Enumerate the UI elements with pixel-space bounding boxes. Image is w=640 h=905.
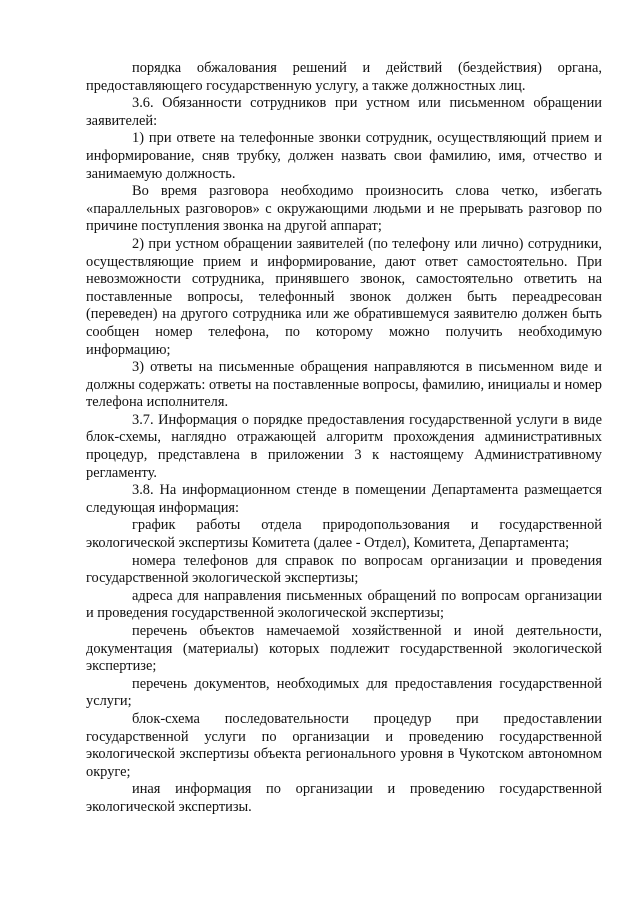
- list-item-documents-list: перечень документов, необходимых для предоставления государственной услуги;: [86, 675, 602, 710]
- paragraph-3-6-heading: 3.6. Обязанности сотрудников при устном или письменном обращении заявителей:: [86, 95, 602, 129]
- document-body: [86, 60, 602, 817]
- list-item-flowchart: блок-схема последовательности процедур при предоставлении государственной услуги по организации и проведению государственной экологической экспертизы объекта регионального уровня в Чукотском автономном округе;: [86, 710, 602, 780]
- paragraph-3-7: 3.7. Информация о порядке предоставления государственной услуги в виде блок-схемы, наглядно отражающей алгоритм прохождения административных процедур, представлена в приложении 3 к настоящему Административному регламенту.: [86, 411, 602, 481]
- list-item-other-info: иная информация по организации и проведению государственной экологической экспертизы.: [86, 781, 602, 815]
- paragraph-appeal-procedure: порядка обжалования решений и действий (бездействия) органа, предоставляющего государственную услугу, а также должностных лиц.: [86, 60, 602, 94]
- paragraph-3-6-item-2: 2) при устном обращении заявителей (по телефону или лично) сотрудники, осуществляющие прием и информирование, дают ответ самостоятельно. При невозможности сотрудника, принявшего звонок, самостоятельно ответить на поставленные вопросы, телефонный звонок должен быть переадресован (переведен) на другого сотрудника или же обратившемуся заявителю должен быть сообщен номер телефона, по которому можно получить необходимую информацию;: [86, 235, 602, 358]
- list-item-work-schedule: график работы отдела природопользования и государственной экологической экспертизы Комитета (далее - Отдел), Комитета, Департамента;: [86, 517, 602, 552]
- list-item-phone-numbers: номера телефонов для справок по вопросам организации и проведения государственной экологической экспертизы;: [86, 552, 602, 587]
- list-item-addresses: адреса для направления письменных обращений по вопросам организации и проведения государственной экологической экспертизы;: [86, 587, 602, 622]
- paragraph-3-6-item-1: 1) при ответе на телефонные звонки сотрудник, осуществляющий прием и информирование, сняв трубку, должен назвать свои фамилию, имя, отчество и занимаемую должность.: [86, 130, 602, 182]
- paragraph-3-6-item-3: 3) ответы на письменные обращения направляются в письменном виде и должны содержать: ответы на поставленные вопросы, фамилию, инициалы и номер телефона исполнителя.: [86, 359, 602, 411]
- paragraph-3-6-conversation-rules: Во время разговора необходимо произносить слова четко, избегать «параллельных разговоров» с окружающими людьми и не прерывать разговор по причине поступления звонка на другой аппарат;: [86, 183, 602, 235]
- list-item-objects-list: перечень объектов намечаемой хозяйственной и иной деятельности, документация (материалы) которых подлежит государственной экологической экспертизе;: [86, 623, 602, 675]
- paragraph-3-8-heading: 3.8. На информационном стенде в помещении Департамента размещается следующая информация:: [86, 482, 602, 516]
